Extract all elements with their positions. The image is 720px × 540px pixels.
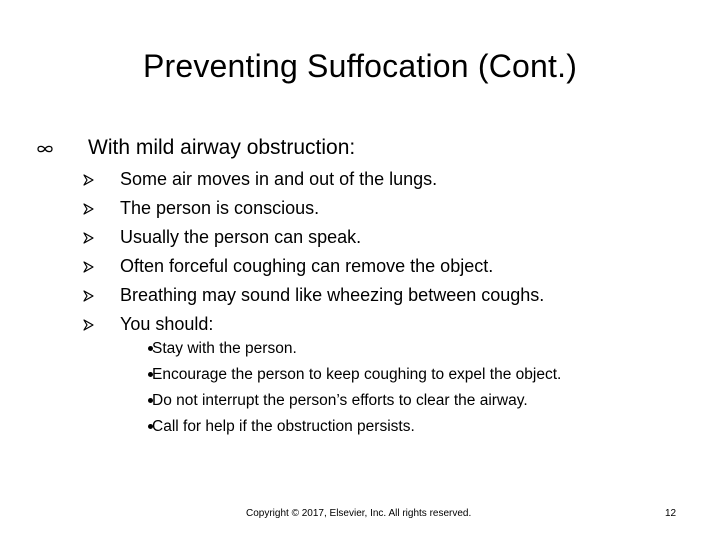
sub-bullet-text: Usually the person can speak.	[120, 227, 362, 247]
main-bullet-text: With mild airway obstruction:	[88, 136, 356, 159]
arrow-bullet-icon	[82, 203, 94, 215]
nested-bullet-text: Do not interrupt the person’s efforts to clear the airway.	[152, 392, 528, 409]
arrow-bullet-icon	[82, 290, 94, 302]
copyright-text: Copyright © 2017, Elsevier, Inc. All rights reserved.	[246, 508, 472, 519]
slide-title: Preventing Suffocation (Cont.)	[142, 48, 578, 84]
arrow-bullet-icon	[82, 261, 94, 273]
sub-bullet-text: Often forceful coughing can remove the object.	[120, 256, 494, 276]
arrow-bullet-icon	[82, 174, 94, 186]
sub-bullet-text: Breathing may sound like wheezing between coughs.	[120, 285, 545, 305]
page-number: 12	[665, 508, 677, 519]
nested-bullet-text: Stay with the person.	[152, 340, 297, 357]
sub-bullet-text: You should:	[120, 314, 214, 334]
sub-bullet-text: The person is conscious.	[120, 198, 320, 218]
nested-bullet-text: Encourage the person to keep coughing to expel the object.	[152, 366, 562, 383]
sub-bullet-text: Some air moves in and out of the lungs.	[120, 169, 438, 189]
infinity-icon	[36, 144, 54, 154]
arrow-bullet-icon	[82, 319, 94, 331]
arrow-bullet-icon	[82, 232, 94, 244]
nested-bullet-text: Call for help if the obstruction persists.	[152, 418, 415, 435]
